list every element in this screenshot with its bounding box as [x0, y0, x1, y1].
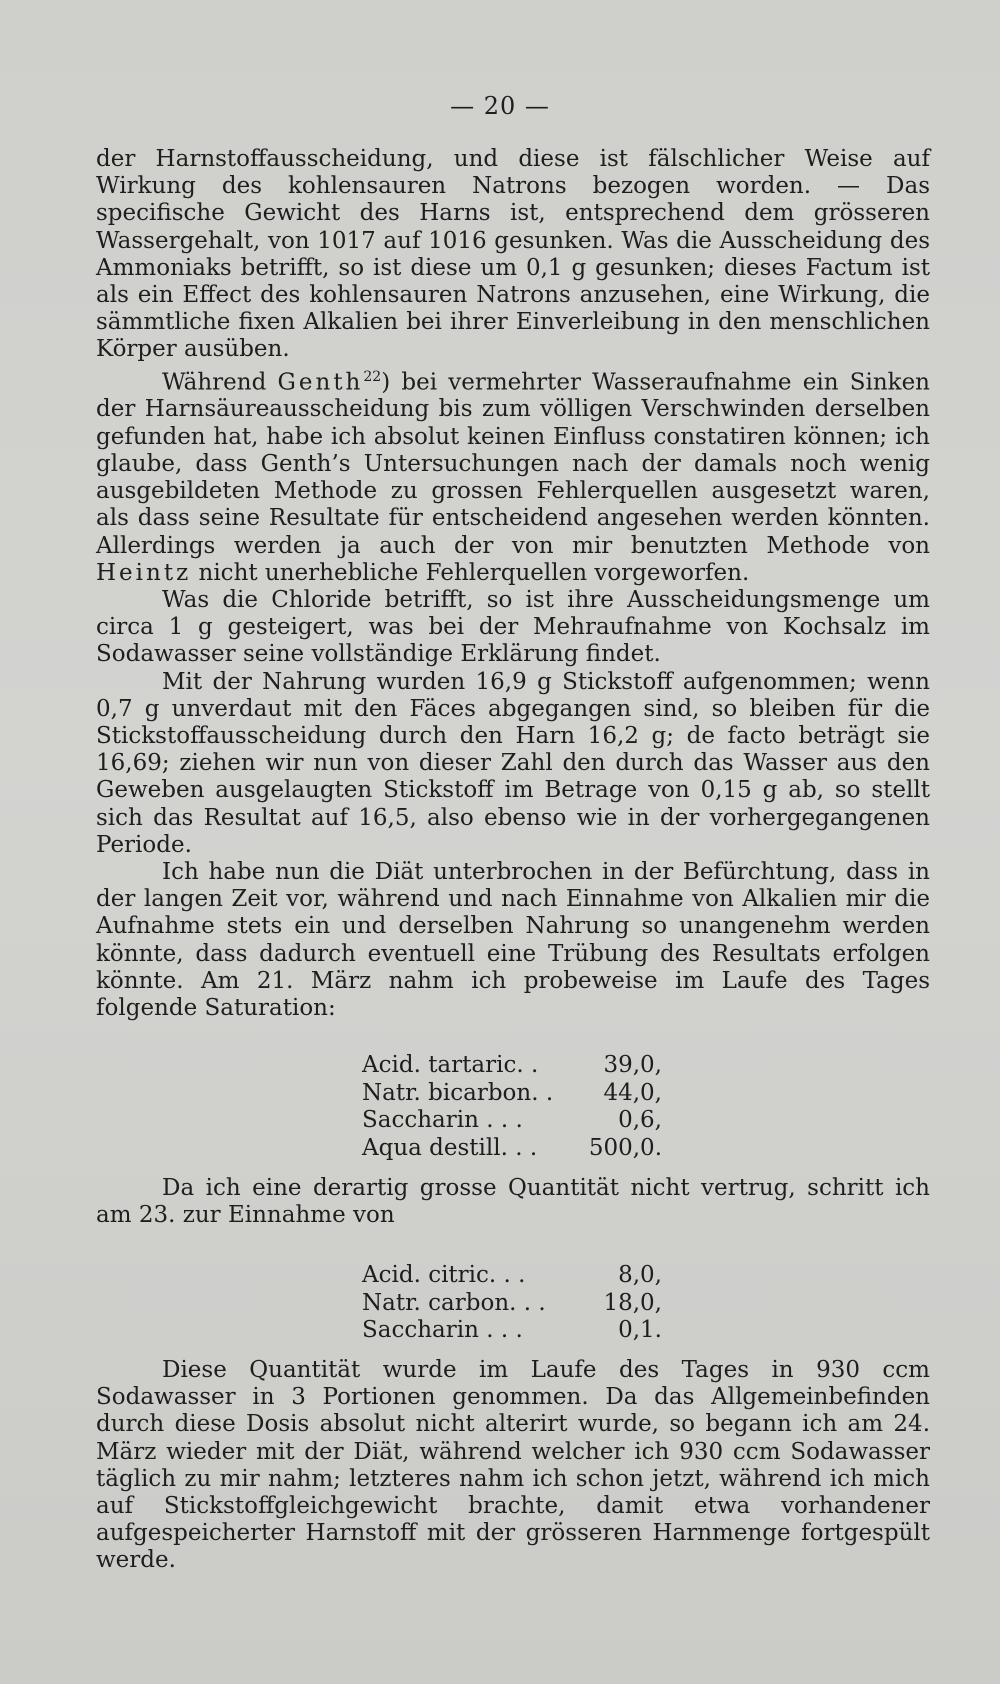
recipe-row — [362, 1135, 662, 1163]
genth-text-end: nicht unerhebliche Fehlerquellen vorgeworfen. — [191, 559, 750, 586]
saturation-recipe-2 — [362, 1262, 662, 1345]
ingredient-amount: 44,0, — [603, 1079, 662, 1106]
ingredient-amount: 0,6, — [618, 1107, 662, 1133]
ingredient-name: Saccharin . . . — [362, 1107, 523, 1133]
recipe-row — [362, 1052, 662, 1080]
paragraph-sodawasser: Diese Quantität wurde im Laufe des Tages in 930 ccm Sodawasser in 3 Portionen genommen. Da das Allgemeinbefinden durch diese Dosis absolut nicht alterirt wurde, so begann ich am 24. März wieder mit der Diät, während welcher ich 930 ccm Sodawasser täglich zu mir nahm; letzteres nahm ich schon jetzt, während ich mich auf Stickstoffgleichgewicht brachte, damit etwa vorhandener aufgespeicherter Harnstoff mit der grösseren Harnmenge fortgespült werde. — [96, 1357, 930, 1574]
author-name-heintz: Heintz — [96, 559, 192, 586]
paragraph-genth — [96, 364, 930, 587]
body-text-upper — [96, 146, 930, 1022]
ingredient-amount: 18,0, — [603, 1289, 662, 1316]
ingredient-amount: 8,0, — [618, 1262, 662, 1288]
ingredient-amount: 39,0, — [603, 1052, 662, 1078]
recipe-row — [362, 1080, 662, 1108]
body-text-lower — [96, 1357, 930, 1575]
saturation-recipe-1 — [362, 1052, 662, 1162]
ingredient-name: Natr. bicarbon. . — [362, 1079, 554, 1106]
author-name-genth: Genth — [277, 369, 364, 396]
ingredient-name: Acid. citric. . . — [362, 1262, 526, 1288]
paragraph-quantitaet: Da ich eine derartig grosse Quantität nicht vertrug, schritt ich am 23. zur Einnahme von — [96, 1175, 930, 1229]
ingredient-name: Aqua destill. . . — [362, 1134, 538, 1161]
ingredient-name: Saccharin . . . — [362, 1317, 523, 1343]
ingredient-amount: 0,1. — [618, 1317, 662, 1343]
genth-text-middle: ) bei vermehrter Wasseraufnahme ein Sinken der Harnsäureausscheidung bis zum völligen Verschwinden derselben gefunden hat, habe ich absolut keinen Einfluss constatiren können; ich glaube, dass Genth’s Untersuchungen nach der damals noch wenig ausgebildeten Methode zu grossen Fehlerquellen ausgesetzt waren, als dass seine Resultate für entscheidend angesehen werden könnten. Allerdings werden ja auch der von mir benutzten Methode von — [96, 369, 930, 559]
paragraph-nahrung: Mit der Nahrung wurden 16,9 g Stickstoff aufgenommen; wenn 0,7 g unverdaut mit den Fäces abgegangen sind, so bleiben für die Stickstoffausscheidung durch den Harn 16,2 g; de facto beträgt sie 16,69; ziehen wir nun von dieser Zahl den durch das Wasser aus den Geweben ausgelaugten Stickstoff im Betrage von 0,15 g ab, so stellt sich das Resultat auf 16,5, also ebenso wie in der vorhergegangenen Periode. — [96, 668, 930, 858]
genth-text-start: Während — [162, 369, 278, 396]
ingredient-name: Natr. carbon. . . — [362, 1289, 546, 1316]
body-text-middle — [96, 1175, 930, 1229]
page-number: — 20 — — [450, 92, 550, 120]
ingredient-name: Acid. tartaric. . — [362, 1052, 539, 1078]
paragraph-diaet: Ich habe nun die Diät unterbrochen in der Befürchtung, dass in der langen Zeit vor, während und nach Einnahme von Alkalien mir die Aufnahme stets ein und derselben Nahrung so unangenehm werden könnte, dass dadurch eventuell eine Trübung des Resultats erfolgen könnte. Am 21. März nahm ich probeweise im Laufe des Tages folgende Saturation: — [96, 858, 930, 1021]
paragraph-chloride: Was die Chloride betrifft, so ist ihre Ausscheidungsmenge um circa 1 g gesteigert, was bei der Mehraufnahme von Kochsalz im Sodawasser seine vollständige Erklärung findet. — [96, 586, 930, 668]
ingredient-amount: 500,0. — [588, 1134, 662, 1161]
paragraph-harnstoff: der Harnstoffausscheidung, und diese ist fälschlicher Weise auf Wirkung des kohlensauren Natrons bezogen worden. — Das specifische Gewicht des Harns ist, entsprechend dem grösseren Wassergehalt, von 1017 auf 1016 gesunken. Was die Ausscheidung des Ammoniaks betrifft, so ist diese um 0,1 g gesunken; dieses Factum ist als ein Effect des kohlensauren Natrons anzusehen, eine Wirkung, die sämmtliche fixen Alkalien bei ihrer Einverleibung in den menschlichen Körper ausüben. — [96, 146, 930, 363]
footnote-ref: 22 — [363, 368, 382, 385]
recipe-row — [362, 1290, 662, 1318]
recipe-row — [362, 1262, 662, 1290]
recipe-row — [362, 1317, 662, 1345]
recipe-row — [362, 1107, 662, 1135]
